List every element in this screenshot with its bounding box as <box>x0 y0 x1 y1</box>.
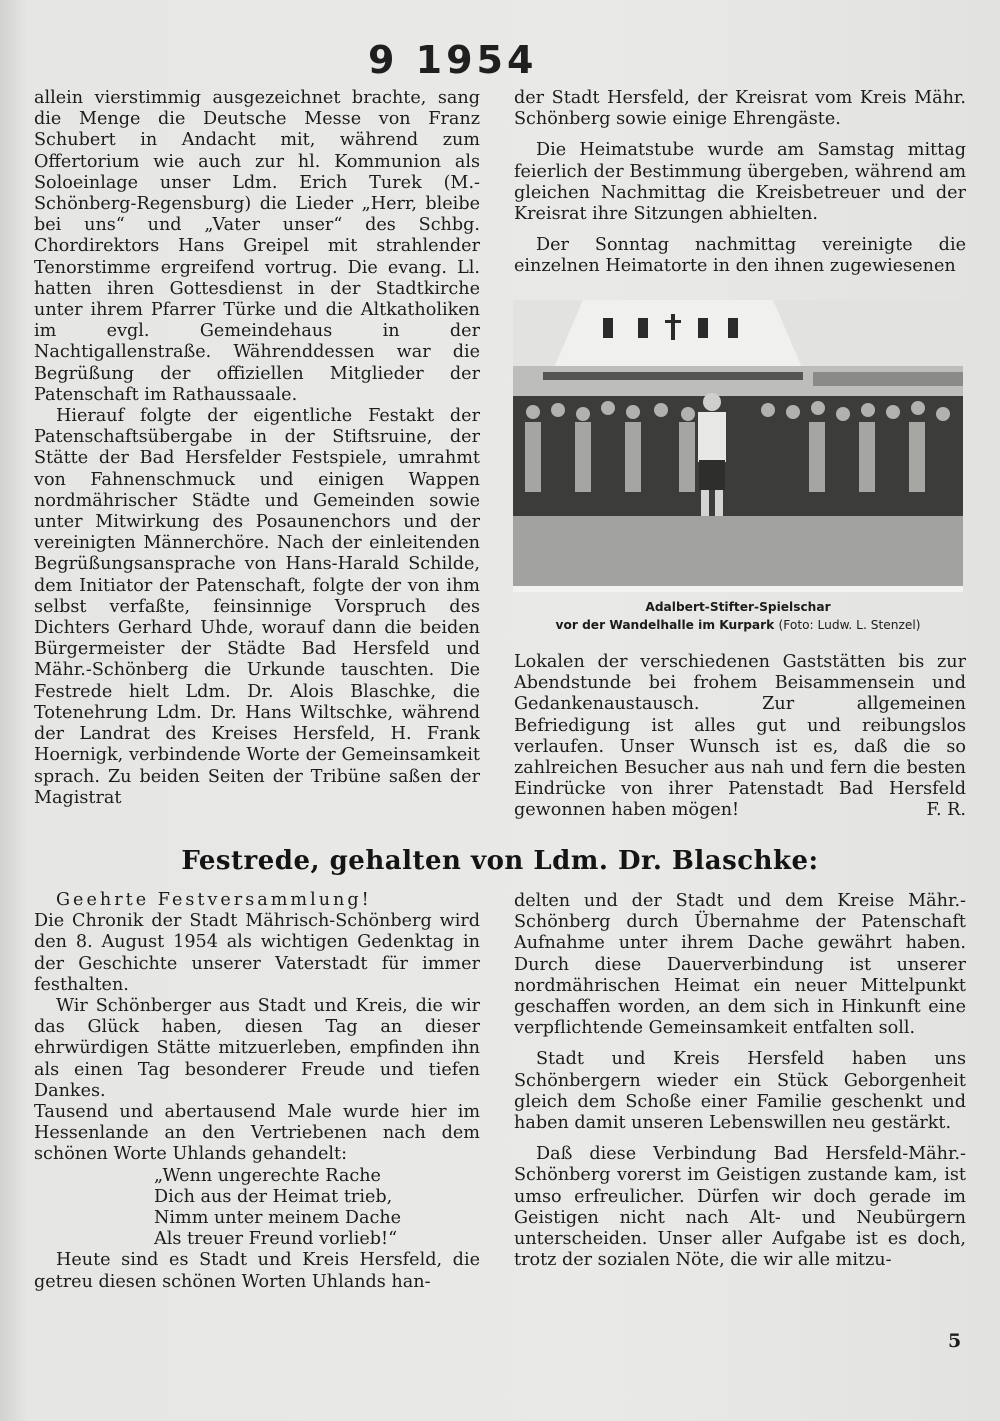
speech-paragraph: Die Chronik der Stadt Mährisch-Schönberg wird den 8. August 1954 als wichtigen Gedenktag in der Geschichte unserer Vaterstadt für immer festhalten. <box>34 911 480 995</box>
speech-paragraph: Stadt und Kreis Hersfeld haben uns Schönbergern wieder ein Stück Geborgenheit gleich dem Schoße einer Familie geschenkt und haben damit unseren Lebenswillen neu gestärkt. <box>514 1049 966 1134</box>
speech-paragraph: Wir Schönberger aus Stadt und Kreis, die wir das Glück haben, diesen Tag an dieser ehrwürdigen Stätte mitzuerleben, empfinden ihn als einen Tag besonderer Freude und tiefen Dankes. <box>34 996 480 1101</box>
poem-line: Als treuer Freund vorlieb!“ <box>154 1229 398 1250</box>
author-signature: F. R. <box>926 800 966 821</box>
poem-line: „Wenn ungerechte Rache <box>154 1165 381 1186</box>
photo-illustration <box>513 300 963 592</box>
page-number: 5 <box>948 1330 962 1352</box>
article-paragraph: der Stadt Hersfeld, der Kreisrat vom Kreis Mähr. Schönberg sowie einige Ehrengäste. <box>514 88 966 130</box>
article-right-column-conclusion <box>514 652 966 830</box>
issue-header: 9 1954 <box>368 38 538 82</box>
caption-line-2: vor der Wandelhalle im Kurpark <box>555 618 775 632</box>
article-paragraph: Hierauf folgte der eigentliche Festakt der Patenschaftsübergabe in der Stiftsruine, der Stätte der Bad Hersfelder Festspiele, umrahmt von Fahnenschmuck und einigen Wappen nordmährischer Städte und Gemeinden sowie unter Mitwirkung des Posaunenchors und der vereinigten Männerchöre. Nach der einleitenden Begrüßungsansprache von Hans-Harald Schilde, dem Initiator der Patenschaft, folgte der von ihm selbst verfaßte, feinsinnige Vorspruch des Dichters Gerhard Uhde, worauf dann die beiden Bürgermeister der Städte Bad Hersfeld und Mähr.-Schönberg die Urkunde tauschten. Die Festrede hielt Ldm. Dr. Alois Blaschke, die Totenehrung Ldm. Dr. Hans Wiltschke, während der Landrat des Kreises Hersfeld, H. Frank Hoernigk, verbindende Worte der Gemeinsamkeit sprach. Zu beiden Seiten der Tribüne saßen der Magistrat <box>34 406 480 808</box>
article-left-column <box>34 88 480 820</box>
article-paragraph: Lokalen der verschiedenen Gaststätten bis zur Abendstunde bei frohem Beisammensein und Gedankenaustausch. Zur allgemeinen Befriedigung ist alles gut und reibungslos verlaufen. Unser Wunsch ist es, daß die so zahlreichen Besucher aus nah und fern die besten Eindrücke von ihrer Patenstadt Bad Hersfeld gewonnen haben mögen! <box>514 652 966 821</box>
speech-salutation: Geehrte Festversammlung! <box>56 890 372 910</box>
group-photo <box>513 300 963 592</box>
article-paragraph: Der Sonntag nachmittag vereinigte die einzelnen Heimatorte in den ihnen zugewiesenen <box>514 235 966 277</box>
poem-line: Nimm unter meinem Dache <box>154 1208 402 1229</box>
speech-heading: Festrede, gehalten von Ldm. Dr. Blaschke: <box>181 846 819 876</box>
speech-right-column <box>514 891 966 1321</box>
article-right-column-top <box>514 88 966 284</box>
speech-paragraph: delten und der Stadt und dem Kreise Mähr.-Schönberg durch Übernahme der Patenschaft Aufnahme unter ihrem Dache gewährt haben. Durch diese Dauerverbindung ist unserer nordmährischen Heimat ein neuer Mittelpunkt geschaffen worden, an dem sich in Hinkunft eine verpflichtende Gemeinsamkeit entfalten soll. <box>514 891 966 1039</box>
caption-line-1: Adalbert-Stifter-Spielschar <box>645 600 831 614</box>
speech-paragraph: Daß diese Verbindung Bad Hersfeld-Mähr.-Schönberg vorerst im Geistigen zustande kam, ist umso erfreulicher. Dürfen wir doch gerade im Geistigen nicht nach Alt- und Neubürgern unterscheiden. Unser aller Aufgabe ist es doch, trotz der sozialen Nöte, die wir alle mitzu- <box>514 1144 966 1271</box>
article-paragraph: Die Heimatstube wurde am Samstag mittag feierlich der Bestimmung übergeben, während am gleichen Nachmittag die Kreisbetreuer und der Kreisrat ihre Sitzungen abhielten. <box>514 140 966 225</box>
uhland-poem <box>34 1166 480 1251</box>
speech-left-column <box>34 890 480 1320</box>
speech-paragraph: Heute sind es Stadt und Kreis Hersfeld, die getreu diesen schönen Worten Uhlands han- <box>34 1250 480 1292</box>
speech-paragraph: Tausend und abertausend Male wurde hier im Hessenlande an den Vertriebenen nach dem schönen Worte Uhlands gehandelt: <box>34 1102 480 1165</box>
poem-line: Dich aus der Heimat trieb, <box>154 1186 393 1207</box>
photo-caption <box>505 598 971 638</box>
article-paragraph: allein vierstimmig ausgezeichnet brachte, sang die Menge die Deutsche Messe von Franz Schubert in Andacht mit, während zum Offertorium wie auch zur hl. Kommunion als Soloeinlage unser Ldm. Erich Turek (M.-Schönberg-Regensburg) die Lieder „Herr, bleibe bei uns“ und „Vater unser“ des Schbg. Chordirektors Hans Greipel mit strahlender Tenorstimme ergreifend vortrug. Die evang. Ll. hatten ihren Gottesdienst in der Stadtkirche unter ihrem Pfarrer Türke und die Altkatholiken im evgl. Gemeindehaus in der Nachtigallenstraße. Währenddessen war die Begrüßung der offiziellen Mitglieder der Patenschaft im Rathaussaale. <box>34 88 480 405</box>
photo-credit: (Foto: Ludw. L. Stenzel) <box>778 618 921 632</box>
